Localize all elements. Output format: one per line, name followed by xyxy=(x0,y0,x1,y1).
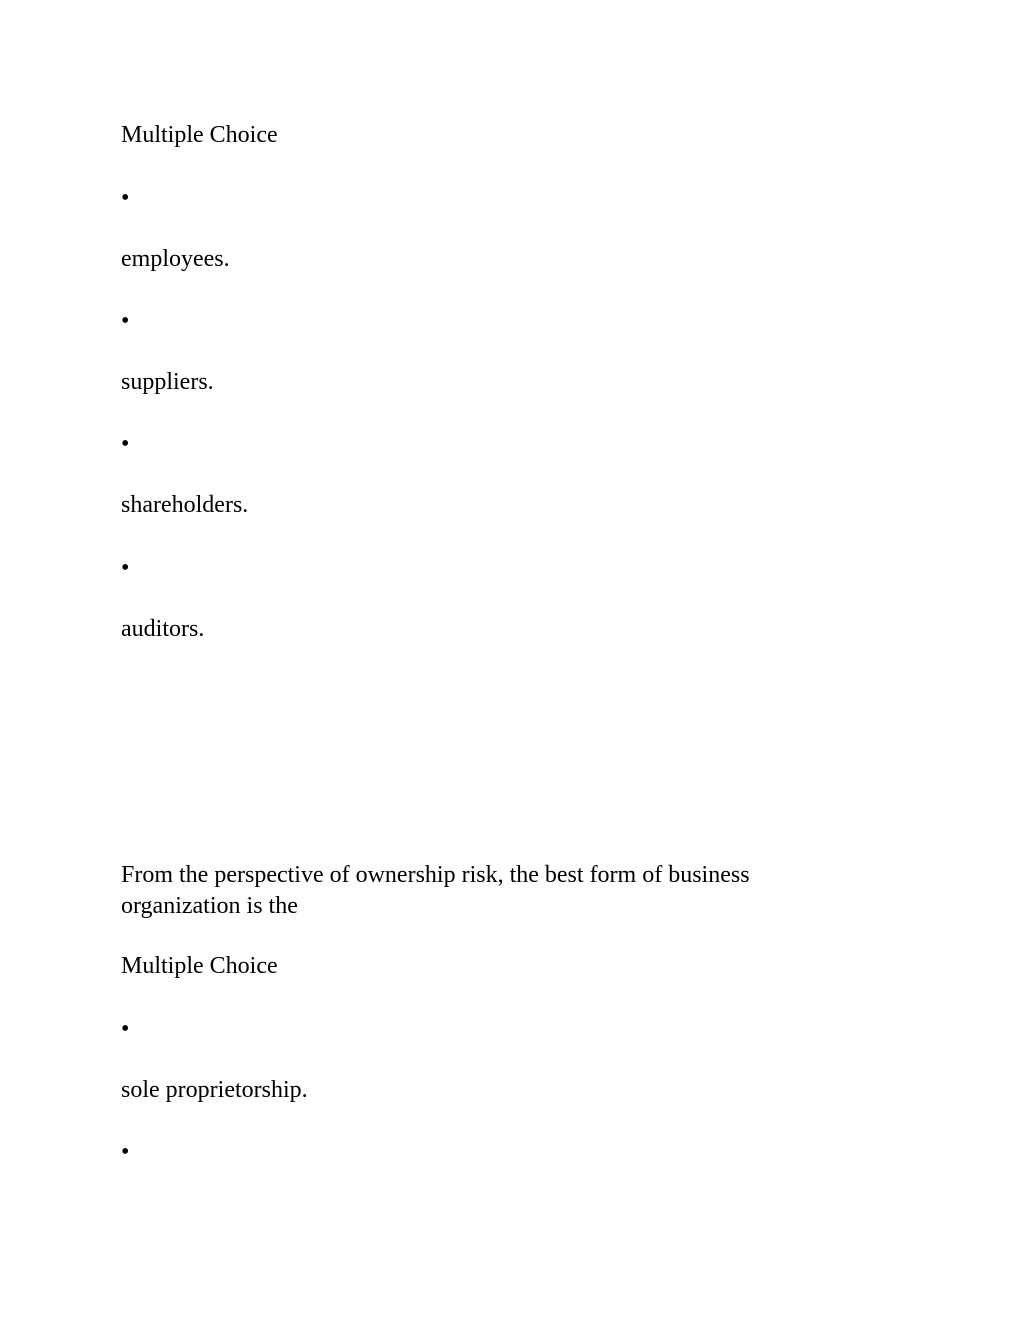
option-bullet[interactable]: • xyxy=(121,185,130,211)
option-bullet[interactable]: • xyxy=(121,431,130,457)
option-bullet[interactable]: • xyxy=(121,308,130,334)
option-text: auditors. xyxy=(121,616,205,642)
option-text: suppliers. xyxy=(121,369,214,395)
option-bullet[interactable]: • xyxy=(121,1016,130,1042)
option-bullet[interactable]: • xyxy=(121,555,130,581)
option-text: shareholders. xyxy=(121,492,249,518)
option-bullet[interactable]: • xyxy=(121,1139,130,1165)
section2-heading: Multiple Choice xyxy=(121,953,278,979)
option-text: employees. xyxy=(121,246,230,272)
option-text: sole proprietorship. xyxy=(121,1077,308,1103)
question-text: From the perspective of ownership risk, the best form of business organization is the xyxy=(121,862,750,919)
section1-heading: Multiple Choice xyxy=(121,122,278,148)
